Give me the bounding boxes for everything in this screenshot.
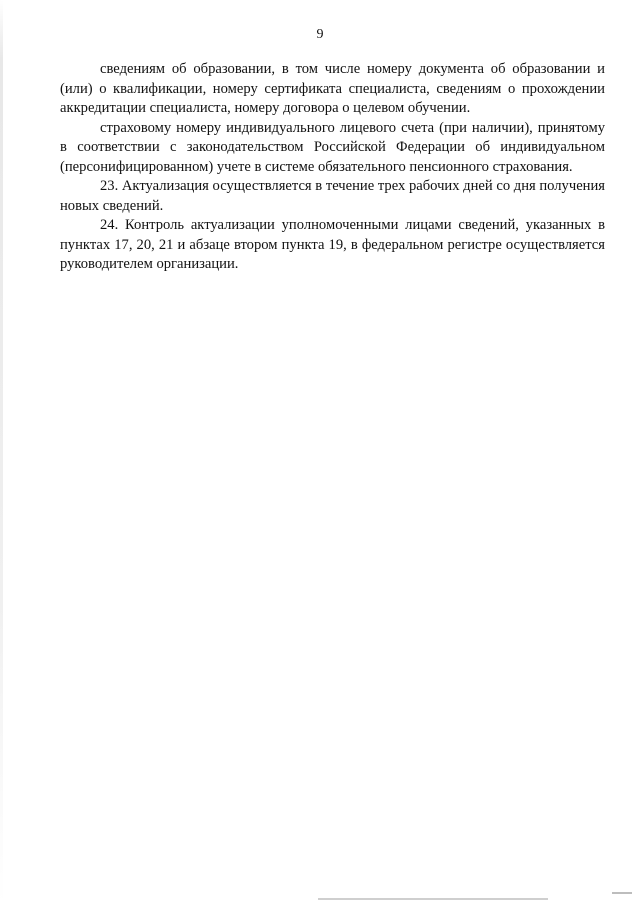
scan-corner-mark [612, 892, 632, 894]
paragraph-education-info: сведениям об образовании, в том числе номеру документа об образовании и (или) о квалификации, номеру сертификата специалиста, сведениям о прохождении аккредитации специалиста, номеру договора о целевом обучении. [60, 61, 605, 116]
paragraph-23-update-terms: 23. Актуализация осуществляется в течение трех рабочих дней со дня получения новых сведений. [60, 178, 606, 214]
scan-bottom-mark [318, 898, 548, 900]
page-number: 9 [316, 27, 324, 42]
scan-left-edge [0, 0, 3, 905]
document-body [60, 60, 605, 275]
paragraph-24-control: 24. Контроль актуализации уполномоченными лицами сведений, указанных в пунктах 17, 20, 21 и абзаце втором пункта 19, в федеральном регистре осуществляется руководителем организации. [60, 217, 605, 272]
paragraph-insurance-number: страховому номеру индивидуального лицевого счета (при наличии), принятому в соответствии с законодательством Российской Федерации об индивидуальном (персонифицированном) учете в системе обязательного пенсионного страхования. [60, 119, 605, 175]
